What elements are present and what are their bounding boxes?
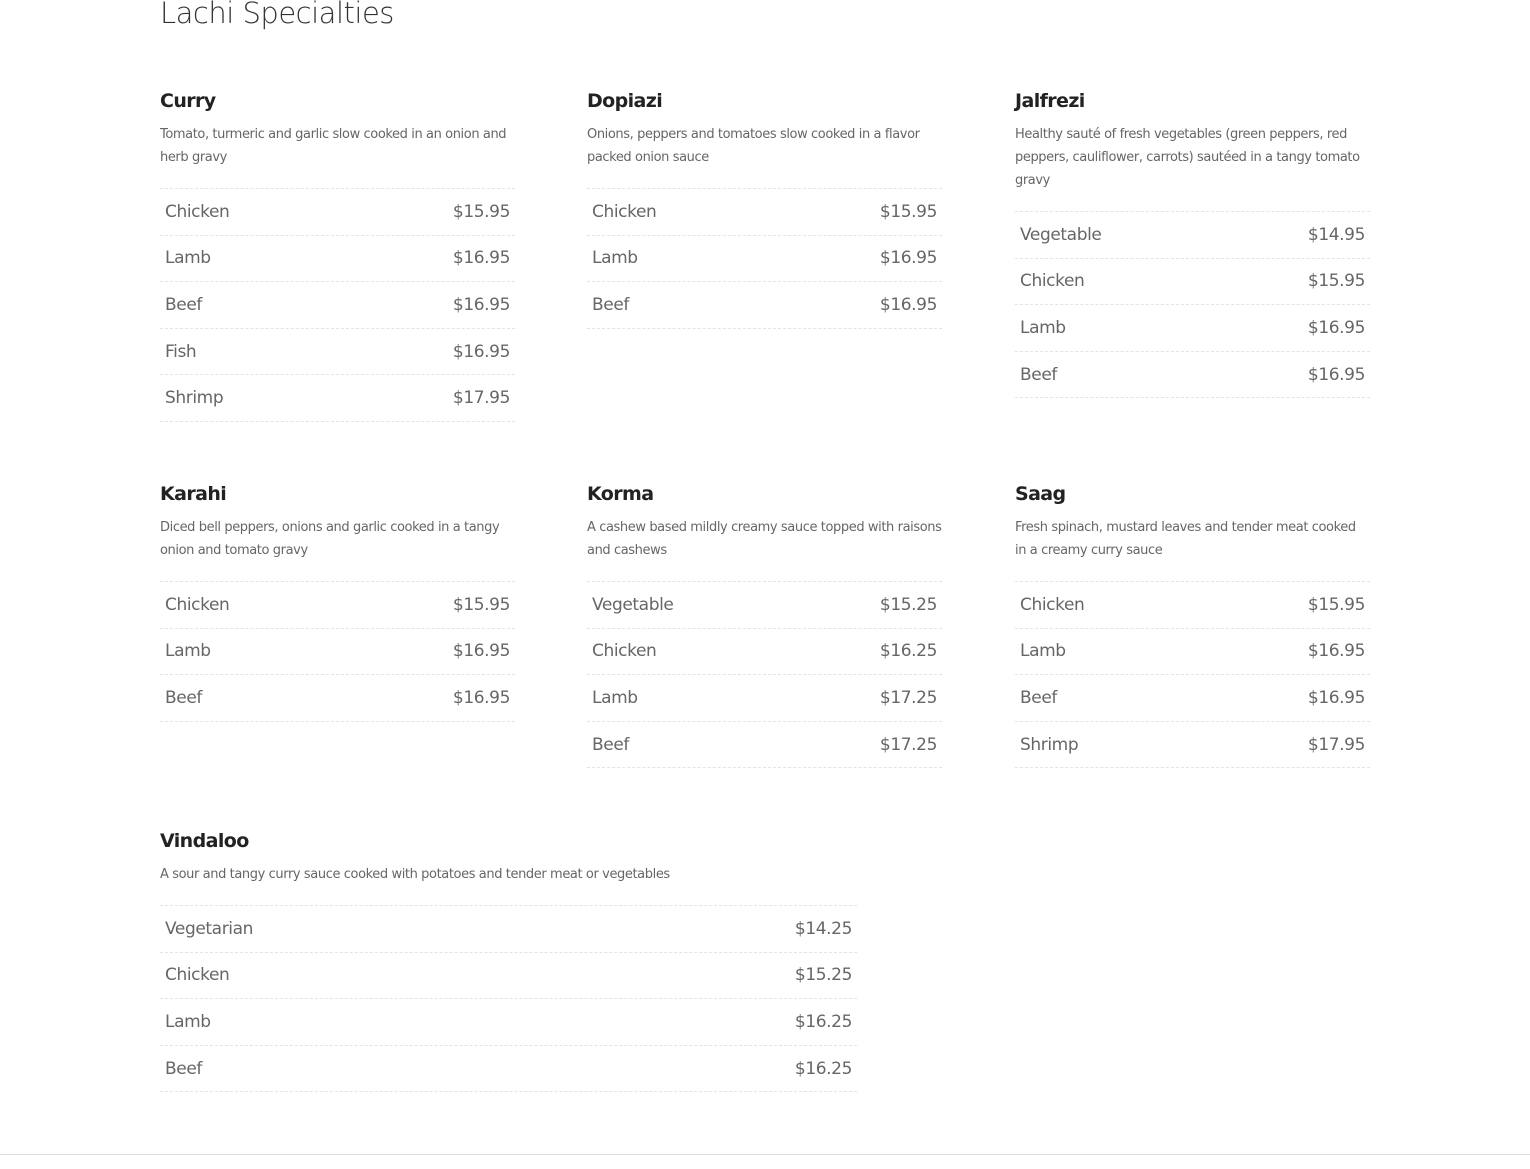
item-name: Beef [165,1058,202,1079]
item-name: Chicken [165,201,230,222]
item-name: Beef [592,294,629,315]
price-row [1015,305,1370,352]
item-price: $16.25 [794,1058,852,1079]
item-price: $16.95 [1307,641,1365,662]
item-name: Lamb [165,1011,211,1032]
item-price: $15.25 [794,965,852,986]
item-price: $15.25 [879,594,937,615]
item-name: Beef [165,687,202,708]
menu-section-dopiazi [587,90,942,329]
section-description: Healthy sauté of fresh vegetables (green peppers, red peppers, cauliflower, carrots) sautéed in a tangy tomato gravy [1015,127,1360,188]
price-row [160,1046,857,1093]
item-name: Beef [1020,364,1057,385]
item-price: $16.95 [879,248,937,269]
price-row [160,189,515,236]
price-list [1015,211,1370,398]
item-price: $17.95 [1307,734,1365,755]
price-row [160,375,515,422]
price-row [587,675,942,722]
item-name: Chicken [592,201,657,222]
price-row [587,282,942,329]
item-name: Beef [1020,687,1057,708]
item-price: $15.95 [452,594,510,615]
item-price: $16.95 [1307,364,1365,385]
item-name: Vegetarian [165,918,254,939]
price-row [1015,629,1370,676]
price-row [160,953,857,1000]
price-row [160,236,515,283]
price-list [1015,581,1370,768]
item-price: $17.25 [879,687,937,708]
price-row [160,906,857,953]
item-name: Chicken [1020,271,1085,292]
item-price: $16.95 [452,341,510,362]
price-row [587,189,942,236]
section-title: Vindaloo [160,830,249,852]
price-row [1015,722,1370,769]
price-row [160,675,515,722]
section-title: Saag [1015,483,1066,505]
menu-section-vindaloo [160,830,857,1092]
footer-divider [0,1154,1530,1155]
section-description: Tomato, turmeric and garlic slow cooked in an onion and herb gravy [160,127,507,165]
item-price: $16.95 [1307,317,1365,338]
price-row [1015,675,1370,722]
price-row [1015,259,1370,306]
price-list [587,581,942,768]
item-name: Lamb [1020,641,1066,662]
item-name: Vegetable [592,594,674,615]
price-row [587,236,942,283]
item-price: $15.95 [879,201,937,222]
section-description: Fresh spinach, mustard leaves and tender meat cooked in a creamy curry sauce [1015,520,1356,558]
item-price: $16.95 [879,294,937,315]
item-price: $16.95 [452,294,510,315]
section-title: Korma [587,483,654,505]
menu-section-karahi [160,483,515,722]
section-description: Onions, peppers and tomatoes slow cooked in a flavor packed onion sauce [587,127,920,165]
item-price: $16.95 [452,641,510,662]
item-price: $14.25 [794,918,852,939]
price-row [1015,582,1370,629]
item-name: Vegetable [1020,224,1102,245]
price-row [587,629,942,676]
price-list [160,905,857,1092]
item-name: Lamb [165,641,211,662]
section-description: A sour and tangy curry sauce cooked with potatoes and tender meat or vegetables [160,867,670,882]
section-description: Diced bell peppers, onions and garlic cooked in a tangy onion and tomato gravy [160,520,500,558]
price-row [160,329,515,376]
price-row [587,722,942,769]
item-name: Chicken [165,965,230,986]
section-title: Jalfrezi [1015,90,1085,112]
price-row [1015,212,1370,259]
price-list [160,188,515,422]
section-title: Curry [160,90,216,112]
item-price: $15.95 [1307,594,1365,615]
menu-section-jalfrezi [1015,90,1370,398]
price-list [587,188,942,329]
menu-section-curry [160,90,515,422]
item-price: $14.95 [1307,224,1365,245]
item-name: Shrimp [165,388,224,409]
item-name: Lamb [1020,317,1066,338]
menu-section-korma [587,483,942,768]
item-price: $16.95 [452,687,510,708]
price-row [1015,352,1370,399]
item-name: Chicken [592,641,657,662]
item-name: Beef [592,734,629,755]
price-row [160,999,857,1046]
section-description: A cashew based mildly creamy sauce topped with raisons and cashews [587,520,942,558]
price-row [160,582,515,629]
item-price: $16.25 [794,1011,852,1032]
price-list [160,581,515,722]
item-price: $15.95 [1307,271,1365,292]
price-row [160,629,515,676]
item-name: Chicken [165,594,230,615]
price-row [587,582,942,629]
section-title: Dopiazi [587,90,663,112]
item-price: $16.95 [452,248,510,269]
item-name: Shrimp [1020,734,1079,755]
section-title: Karahi [160,483,227,505]
item-name: Fish [165,341,197,362]
item-price: $17.95 [452,388,510,409]
page-title: Lachi Specialties [160,0,394,30]
item-name: Lamb [592,687,638,708]
item-name: Lamb [165,248,211,269]
item-name: Chicken [1020,594,1085,615]
item-name: Beef [165,294,202,315]
item-price: $15.95 [452,201,510,222]
item-price: $17.25 [879,734,937,755]
price-row [160,282,515,329]
item-price: $16.95 [1307,687,1365,708]
item-name: Lamb [592,248,638,269]
menu-section-saag [1015,483,1370,768]
item-price: $16.25 [879,641,937,662]
